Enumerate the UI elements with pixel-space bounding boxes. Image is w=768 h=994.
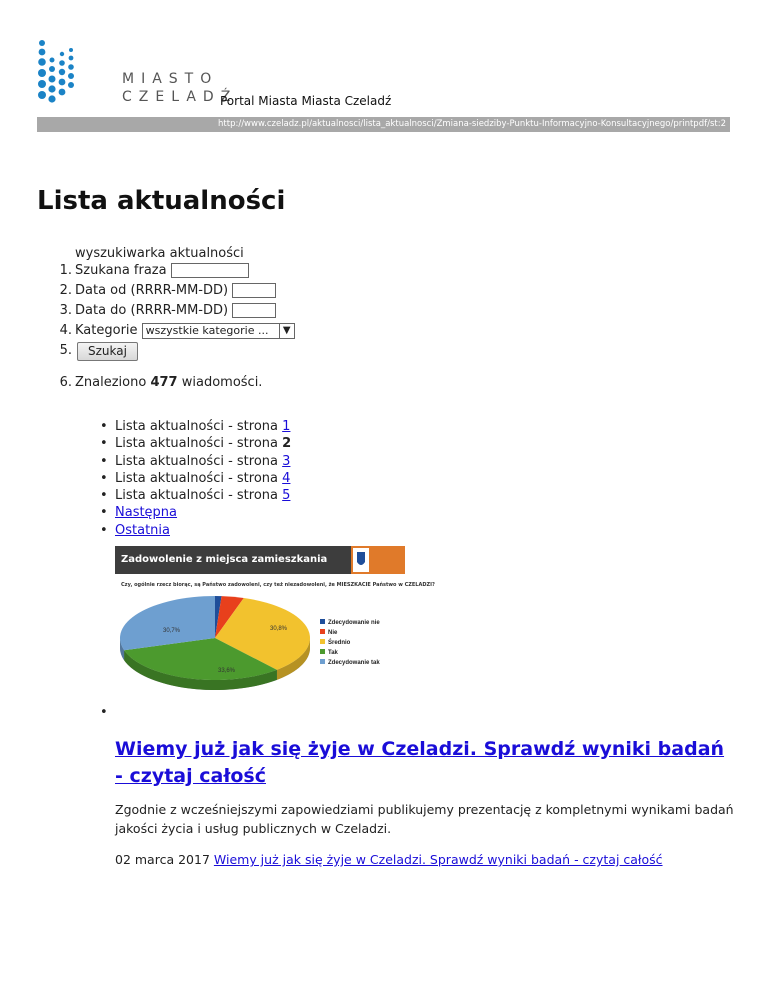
- page-link-4[interactable]: 4: [282, 470, 291, 486]
- date-to-label: Data do (RRRR-MM-DD): [75, 303, 229, 318]
- row-number: 5.: [59, 343, 72, 358]
- logo-dots-icon: [38, 38, 78, 108]
- article-headline-link[interactable]: Wiemy już jak się żyje w Czeladzi. Sprawdź wyniki badań - czytaj całość: [115, 738, 725, 787]
- city-logo[interactable]: [38, 38, 238, 108]
- date-to-row: [40, 302, 295, 322]
- row-number: 1.: [59, 263, 72, 278]
- legend-swatch: [320, 629, 325, 634]
- pie-slice-label: 30,8%: [270, 626, 288, 632]
- city-crest-icon: [351, 546, 405, 574]
- legend-label: Średnio: [328, 640, 351, 646]
- page-prefix: Lista aktualności - strona: [115, 470, 279, 486]
- phrase-input[interactable]: [171, 263, 249, 278]
- legend-swatch: [320, 639, 325, 644]
- category-label: Kategorie: [75, 323, 138, 338]
- last-item: [100, 522, 291, 539]
- legend-swatch: [320, 619, 325, 624]
- page-link-3[interactable]: 3: [282, 453, 291, 469]
- results-suffix: wiadomości.: [181, 375, 263, 390]
- row-number: 2.: [59, 283, 72, 298]
- legend-swatch: [320, 649, 325, 654]
- dropdown-arrow-icon[interactable]: ▼: [279, 324, 294, 338]
- article-dateline: [115, 852, 663, 867]
- list-bullet: •: [100, 705, 108, 720]
- search-title: wyszukiwarka aktualności: [75, 246, 244, 261]
- page-url: http://www.czeladz.pl/aktualnosci/lista_aktualnosci/Zmiana-siedziby-Punktu-Informacyjno-Konsultacyjnego/printpdf/st:2: [37, 117, 730, 132]
- page-link-5[interactable]: 5: [282, 488, 291, 504]
- row-number: 3.: [59, 303, 72, 318]
- article-headline: [115, 736, 735, 790]
- pie-chart: [115, 590, 405, 710]
- image-question: Czy, ogólnie rzecz biorąc, są Państwo zadowoleni, czy też niezadowoleni, że MIESZKACIE Państwo w CZELADZI?: [121, 582, 435, 588]
- row-number: 6.: [59, 375, 72, 390]
- date-from-label: Data od (RRRR-MM-DD): [75, 283, 229, 298]
- results-number: 477: [150, 375, 178, 390]
- article-date: 02 marca 2017: [115, 852, 210, 867]
- legend-swatch: [320, 659, 325, 664]
- article-read-more-link[interactable]: Wiemy już jak się żyje w Czeladzi. Sprawdź wyniki badań - czytaj całość: [213, 852, 663, 867]
- search-form: [40, 262, 295, 362]
- legend-label: Zdecydowanie nie: [328, 620, 380, 626]
- page-item: [100, 487, 291, 504]
- image-header-title: Zadowolenie z miejsca zamieszkania: [121, 554, 328, 565]
- page-item-current: [100, 435, 291, 452]
- row-number: 4.: [59, 323, 72, 338]
- legend-label: Tak: [328, 650, 338, 656]
- page-prefix: Lista aktualności - strona: [115, 488, 279, 504]
- phrase-row: [40, 262, 295, 282]
- page-link-1[interactable]: 1: [282, 419, 291, 434]
- phrase-label: Szukana fraza: [75, 263, 167, 278]
- image-header: [115, 546, 405, 574]
- page-title: Lista aktualności: [37, 186, 286, 216]
- last-link[interactable]: Ostatnia: [115, 522, 170, 538]
- portal-title: Portal Miasta Miasta Czeladź: [220, 94, 392, 108]
- date-to-input[interactable]: [232, 303, 276, 318]
- legend-label: Nie: [328, 630, 338, 636]
- results-prefix: Znaleziono: [75, 375, 147, 390]
- category-value: wszystkie kategorie ...: [145, 323, 269, 337]
- search-button[interactable]: Szukaj: [77, 342, 138, 361]
- submit-row: [40, 342, 295, 362]
- article-image[interactable]: [115, 546, 435, 706]
- page-prefix: Lista aktualności - strona: [115, 453, 279, 469]
- next-item: [100, 504, 291, 521]
- date-from-row: [40, 282, 295, 302]
- page-item: [100, 470, 291, 487]
- logo-line1: MIASTO: [122, 71, 219, 87]
- logo-line2: CZELADŹ: [122, 89, 238, 105]
- next-link[interactable]: Następna: [115, 505, 178, 521]
- pie-slice-label: 33,6%: [218, 668, 236, 674]
- crest-icon: [351, 546, 405, 574]
- page-item: [100, 453, 291, 470]
- page-item: [100, 418, 291, 435]
- page-prefix: Lista aktualności - strona: [115, 436, 279, 452]
- pagination: [100, 418, 291, 539]
- page-prefix: Lista aktualności - strona: [115, 419, 279, 434]
- article-summary: Zgodnie z wcześniejszymi zapowiedziami publikujemy prezentację z kompletnymi wynikami badań jakości życia i usług publicznych w Czeladzi.: [115, 802, 734, 836]
- pie-slice-label: 30,7%: [163, 628, 181, 634]
- category-row: [40, 322, 295, 342]
- results-count: [40, 375, 262, 390]
- page-current: 2: [282, 436, 292, 452]
- legend-label: Zdecydowanie tak: [328, 660, 380, 666]
- category-select[interactable]: [142, 323, 295, 339]
- date-from-input[interactable]: [232, 283, 276, 298]
